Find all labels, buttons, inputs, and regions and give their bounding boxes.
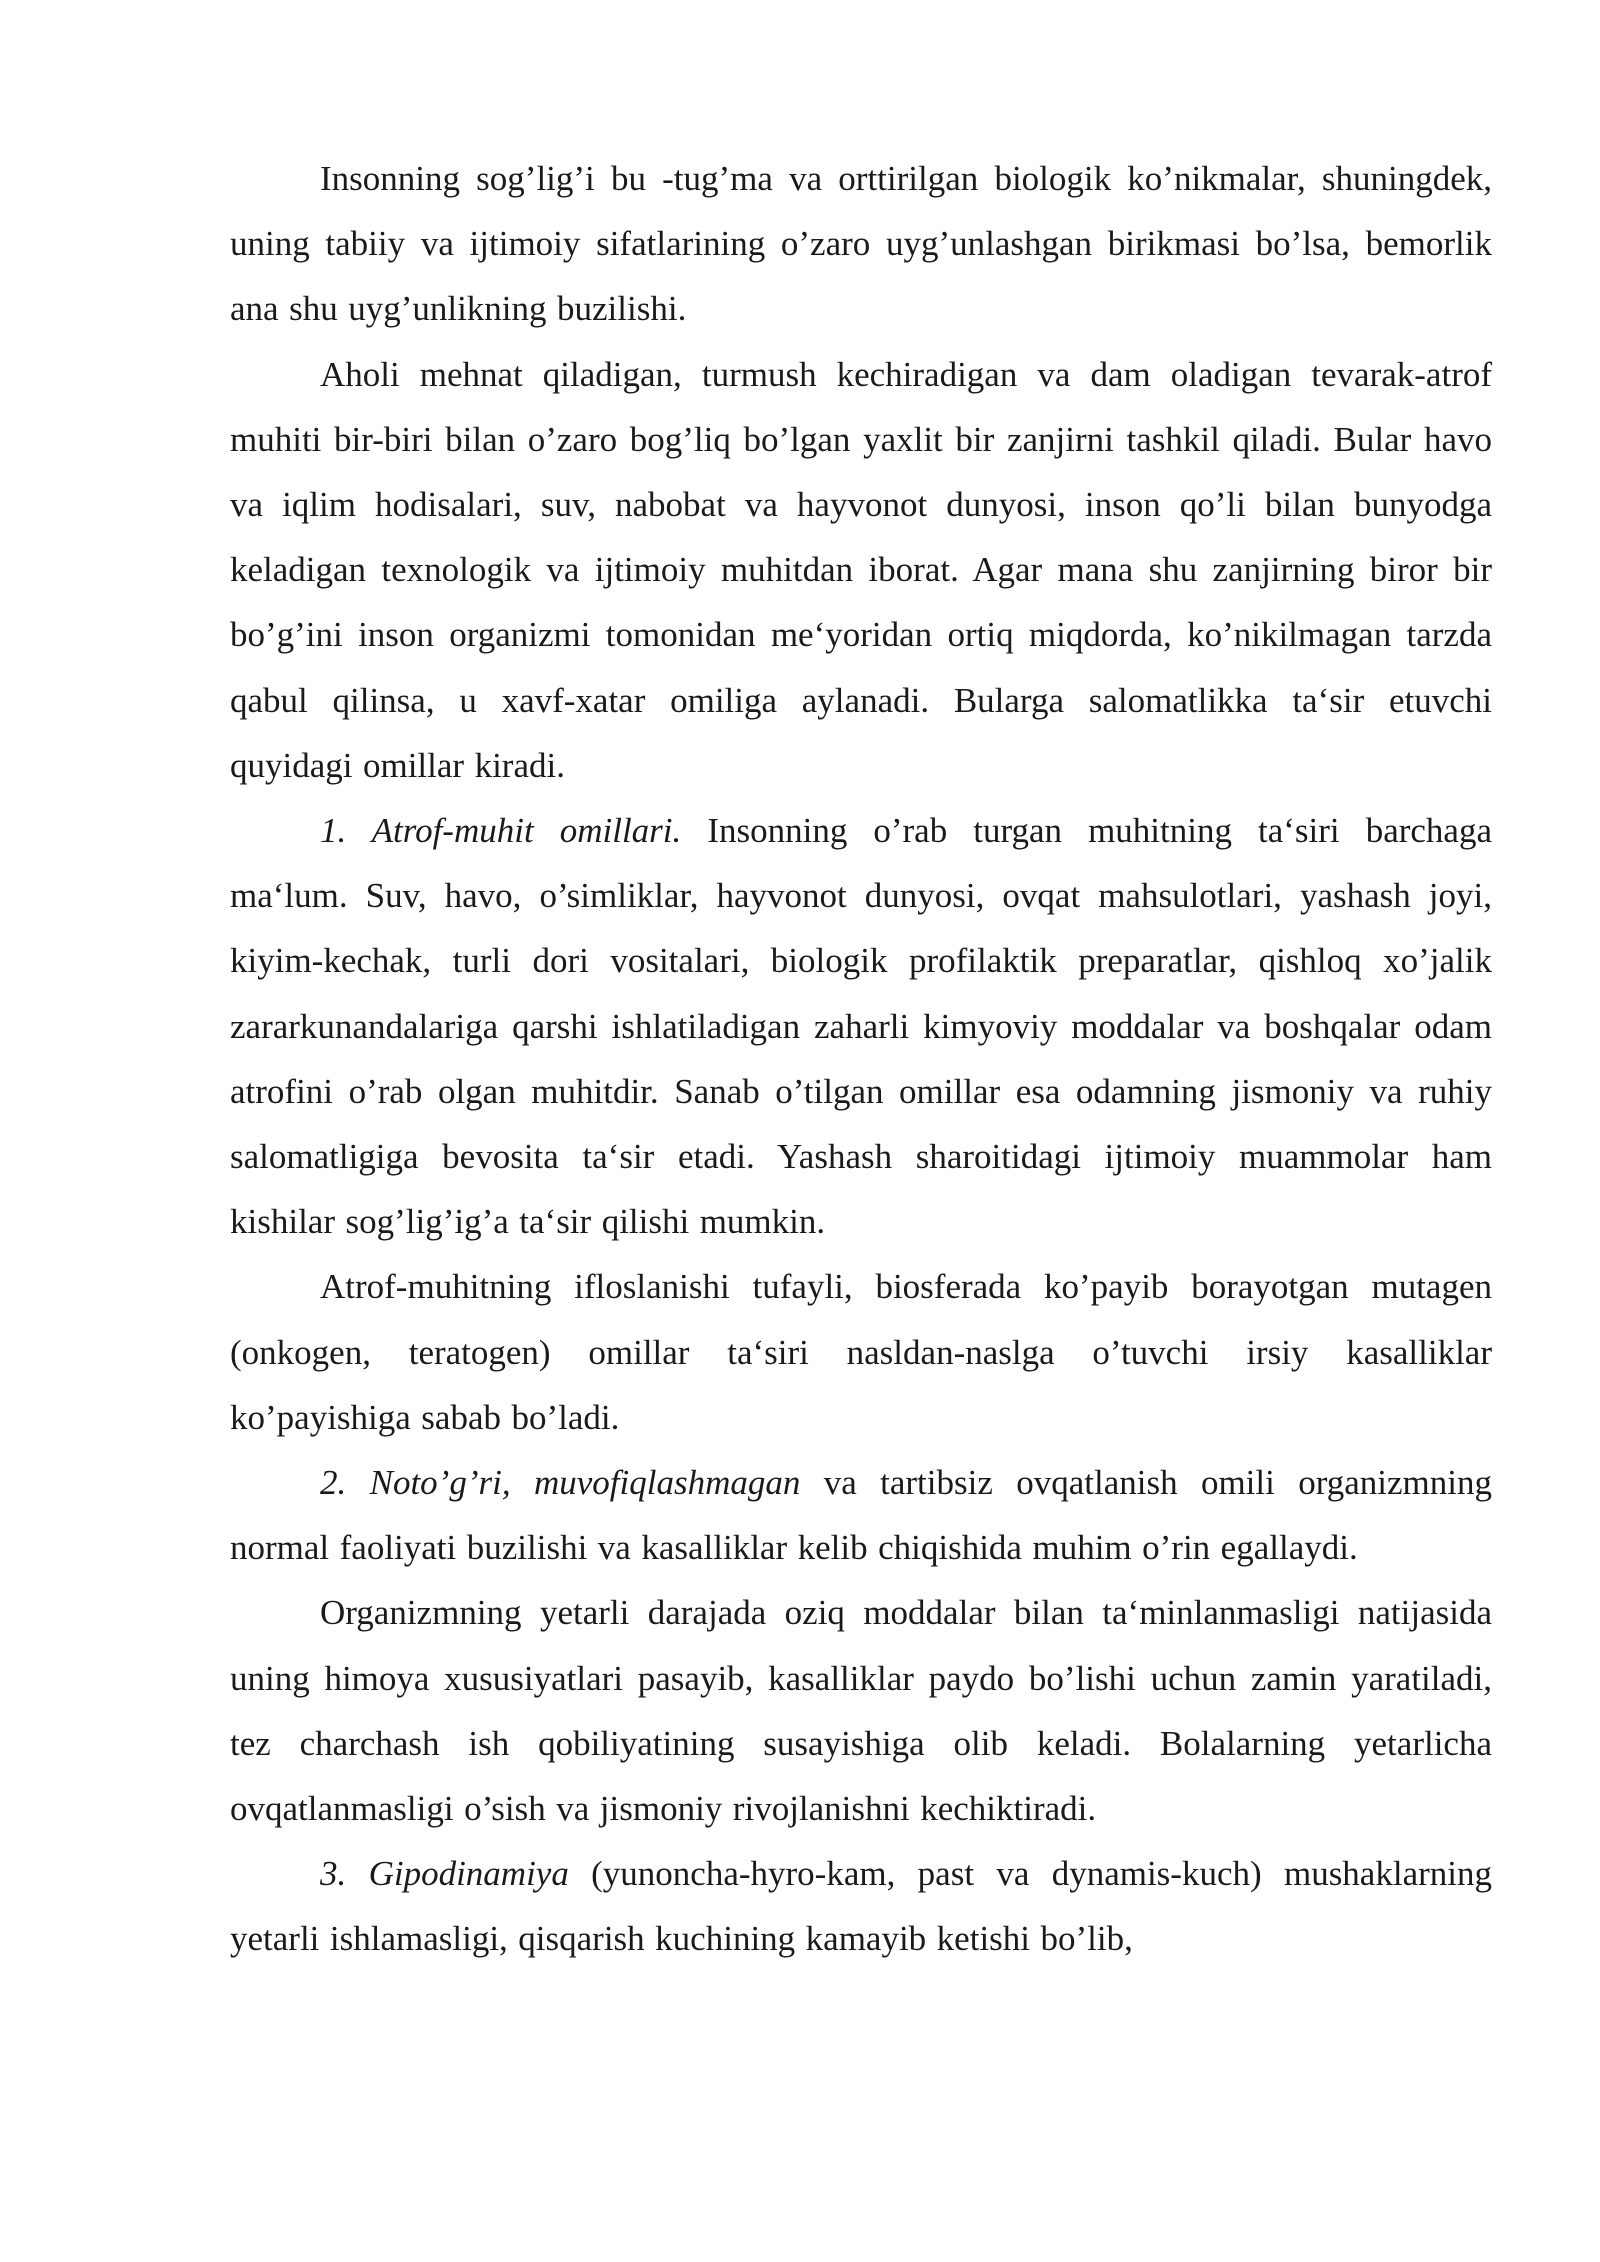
paragraph-malnutrition [230, 1580, 1492, 1841]
paragraph-environmental-factors [230, 798, 1492, 1254]
paragraph-nutrition [230, 1450, 1492, 1580]
paragraph-text: Insonning o’rab turgan muhitning ta‘siri barchaga ma‘lum. Suv, havo, o’simliklar, hayvonot dunyosi, ovqat mahsulotlari, yashash joyi, kiyim-kechak, turli dori vositalari, biologik profilaktik preparatlar, qishloq xo’jalik zararkunandalariga qarshi ishlatiladigan zaharli kimyoviy moddalar va boshqalar odam atrofini o’rab olgan muhitdir. Sanab o’tilgan omillar esa odamning jismoniy va ruhiy salomatligiga bevosita ta‘sir etadi. Yashash sharoitidagi ijtimoiy muammolar ham kishilar sog’lig’ig’a ta‘sir qilishi mumkin. [230, 811, 1492, 1242]
section-heading: 3. Gipodinamiya [320, 1854, 569, 1894]
paragraph-text: (yunoncha-hyro-kam, past va dynamis-kuch) mushaklarning yetarli ishlamasligi, qisqarish kuchining kamayib ketishi bo’lib, [230, 1854, 1492, 1959]
section-heading: 1. Atrof-muhit omillari. [320, 811, 682, 851]
paragraph-pollution [230, 1254, 1492, 1450]
document-page [230, 146, 1492, 1972]
paragraph-hypodynamia [230, 1841, 1492, 1971]
paragraph-text: Insonning sog’lig’i bu -tug’ma va orttirilgan biologik ko’nikmalar, shuningdek, uning tabiiy va ijtimoiy sifatlarining o’zaro uyg’unlashgan birikmasi bo’lsa, bemorlik ana shu uyg’unlikning buzilishi. [230, 159, 1492, 329]
paragraph-text: va tartibsiz ovqatlanish omili organizmning normal faoliyati buzilishi va kasalliklar kelib chiqishida muhim o’rin egallaydi. [230, 1463, 1492, 1568]
paragraph-environment-chain [230, 342, 1492, 798]
paragraph-text: Aholi mehnat qiladigan, turmush kechiradigan va dam oladigan tevarak-atrof muhiti bir-biri bilan o’zaro bog’liq bo’lgan yaxlit bir zanjirni tashkil qiladi. Bular havo va iqlim hodisalari, suv, nabobat va hayvonot dunyosi, inson qo’li bilan bunyodga keladigan texnologik va ijtimoiy muhitdan iborat. Agar mana shu zanjirning biror bir bo’g’ini inson organizmi tomonidan me‘yoridan ortiq miqdorda, ko’nikilmagan tarzda qabul qilinsa, u xavf-xatar omiliga aylanadi. Bularga salomatlikka ta‘sir etuvchi quyidagi omillar kiradi. [230, 354, 1492, 785]
section-heading: 2. Noto’g’ri, muvofiqlashmagan [320, 1463, 801, 1503]
paragraph-health-definition [230, 146, 1492, 342]
paragraph-text: Atrof-muhitning ifloslanishi tufayli, biosferada ko’payib borayotgan mutagen (onkogen, teratogen) omillar ta‘siri nasldan-naslga o’tuvchi irsiy kasalliklar ko’payishiga sabab bo’ladi. [230, 1267, 1492, 1437]
paragraph-text: Organizmning yetarli darajada oziq moddalar bilan ta‘minlanmasligi natijasida uning himoya xususiyatlari pasayib, kasalliklar paydo bo’lishi uchun zamin yaratiladi, tez charchash ish qobiliyatining susayishiga olib keladi. Bolalarning yetarlicha ovqatlanmasligi o’sish va jismoniy rivojlanishni kechiktiradi. [230, 1593, 1492, 1829]
